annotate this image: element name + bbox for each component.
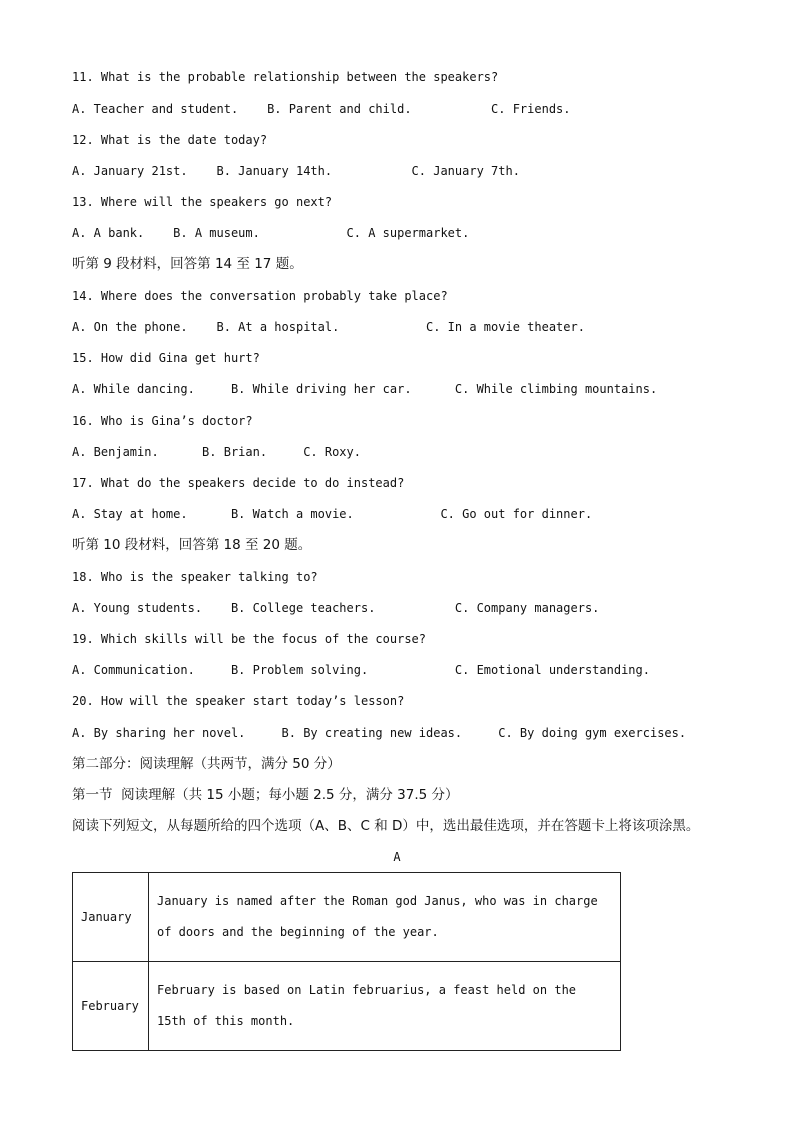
question-17: 17. What do the speakers decide to do instead? <box>72 476 405 490</box>
month-cell: February <box>73 962 149 1051</box>
section-10-instruction: 听第 10 段材料，回答第 18 至 20 题。 <box>72 537 312 553</box>
month-cell: January <box>73 873 149 962</box>
options-17: A. Stay at home. B. Watch a movie. C. Go out for dinner. <box>72 507 593 521</box>
options-15: A. While dancing. B. While driving her car. C. While climbing mountains. <box>72 382 658 396</box>
options-12: A. January 21st. B. January 14th. C. January 7th. <box>72 164 520 178</box>
question-16: 16. Who is Gina’s doctor? <box>72 414 253 428</box>
section-9-instruction: 听第 9 段材料，回答第 14 至 17 题。 <box>72 256 303 272</box>
options-11: A. Teacher and student. B. Parent and child. C. Friends. <box>72 102 571 116</box>
options-14: A. On the phone. B. At a hospital. C. In a movie theater. <box>72 320 585 334</box>
options-18: A. Young students. B. College teachers. C. Company managers. <box>72 601 600 615</box>
question-12: 12. What is the date today? <box>72 133 268 147</box>
question-13: 13. Where will the speakers go next? <box>72 195 333 209</box>
month-description: January is named after the Roman god Janus, who was in charge of doors and the beginning of the year. <box>149 873 621 962</box>
months-table <box>72 872 621 1051</box>
section-one-heading: 第一节 阅读理解（共 15 小题；每小题 2.5 分，满分 37.5 分） <box>72 787 459 803</box>
question-19: 19. Which skills will be the focus of the course? <box>72 632 427 646</box>
question-14: 14. Where does the conversation probably take place? <box>72 289 448 303</box>
options-20: A. By sharing her novel. B. By creating new ideas. C. By doing gym exercises. <box>72 726 687 740</box>
part-two-heading: 第二部分：阅读理解（共两节，满分 50 分） <box>72 756 341 772</box>
question-15: 15. How did Gina get hurt? <box>72 351 260 365</box>
question-11: 11. What is the probable relationship between the speakers? <box>72 70 499 84</box>
reading-instruction: 阅读下列短文，从每题所给的四个选项（A、B、C 和 D）中，选出最佳选项，并在答题卡上将该项涂黑。 <box>72 818 700 834</box>
table-row <box>73 962 621 1051</box>
question-18: 18. Who is the speaker talking to? <box>72 570 318 584</box>
options-13: A. A bank. B. A museum. C. A supermarket. <box>72 226 470 240</box>
month-description: February is based on Latin februarius, a feast held on the 15th of this month. <box>149 962 621 1051</box>
table-row <box>73 873 621 962</box>
question-20: 20. How will the speaker start today’s lesson? <box>72 694 405 708</box>
options-16: A. Benjamin. B. Brian. C. Roxy. <box>72 445 361 459</box>
passage-letter: A <box>393 850 401 864</box>
options-19: A. Communication. B. Problem solving. C. Emotional understanding. <box>72 663 650 677</box>
